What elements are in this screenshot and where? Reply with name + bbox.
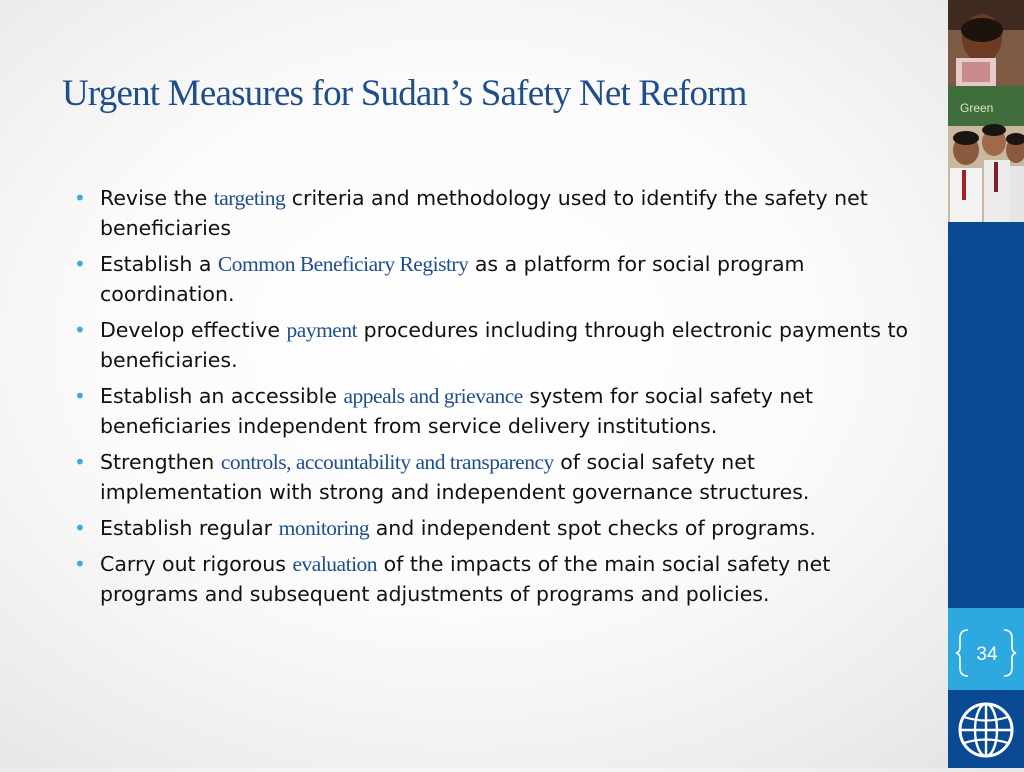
sidebar-band	[948, 222, 1024, 608]
bullet-dot-icon: •	[74, 318, 86, 342]
bullet-item	[74, 513, 914, 543]
bullet-text-post: procedures including through electronic payments to beneficiaries.	[100, 318, 909, 372]
bullet-list	[74, 183, 914, 615]
bullet-text-pre: Establish regular	[100, 516, 279, 540]
bullet-item	[74, 549, 914, 609]
bullet-text-post: criteria and methodology used to identify the safety net beneficiaries	[100, 186, 868, 240]
bullet-item	[74, 315, 914, 375]
bullet-dot-icon: •	[74, 252, 86, 276]
bullet-text-pre: Establish a	[100, 252, 218, 276]
page-number: 34	[976, 644, 998, 665]
bullet-dot-icon: •	[74, 552, 86, 576]
svg-text:Green: Green	[960, 101, 994, 115]
bullet-dot-icon: •	[74, 186, 86, 210]
bullet-keyword: Common Beneficiary Registry	[217, 252, 469, 276]
bullet-text-pre: Carry out rigorous	[100, 552, 293, 576]
bullet-keyword: appeals and grievance	[343, 384, 523, 408]
bullet-item	[74, 447, 914, 507]
bullet-text-pre: Establish an accessible	[100, 384, 344, 408]
bullet-text-post: of the impacts of the main social safety net programs and subsequent adjustments of programs and policies.	[100, 552, 831, 606]
children-photo-illustration	[948, 0, 1024, 222]
bullet-keyword: monitoring	[278, 516, 370, 540]
bullet-item	[74, 183, 914, 243]
children-photo	[948, 0, 1024, 222]
slide-title: Urgent Measures for Sudan’s Safety Net Reform	[62, 73, 747, 114]
bullet-keyword: evaluation	[292, 552, 378, 576]
world-bank-globe-icon	[948, 690, 1024, 768]
logo-panel	[948, 690, 1024, 768]
bullet-keyword: targeting	[213, 186, 286, 210]
bullet-text-pre: Develop effective	[100, 318, 287, 342]
bullet-dot-icon: •	[74, 384, 86, 408]
bullet-keyword: controls, accountability and transparency	[220, 450, 554, 474]
bullet-dot-icon: •	[74, 450, 86, 474]
bullet-text-post: system for social safety net beneficiaries independent from service delivery institutions.	[100, 384, 814, 438]
bullet-dot-icon: •	[74, 516, 86, 540]
bullet-text-pre: Strengthen	[100, 450, 221, 474]
bullet-keyword: payment	[286, 318, 358, 342]
bullet-text-post: and independent spot checks of programs.	[369, 516, 816, 540]
bullet-item	[74, 249, 914, 309]
bullet-text-post: of social safety net implementation with strong and independent governance structures.	[100, 450, 810, 504]
bullet-text-post: as a platform for social program coordination.	[100, 252, 805, 306]
bullet-item	[74, 381, 914, 441]
bullet-text-pre: Revise the	[100, 186, 214, 210]
